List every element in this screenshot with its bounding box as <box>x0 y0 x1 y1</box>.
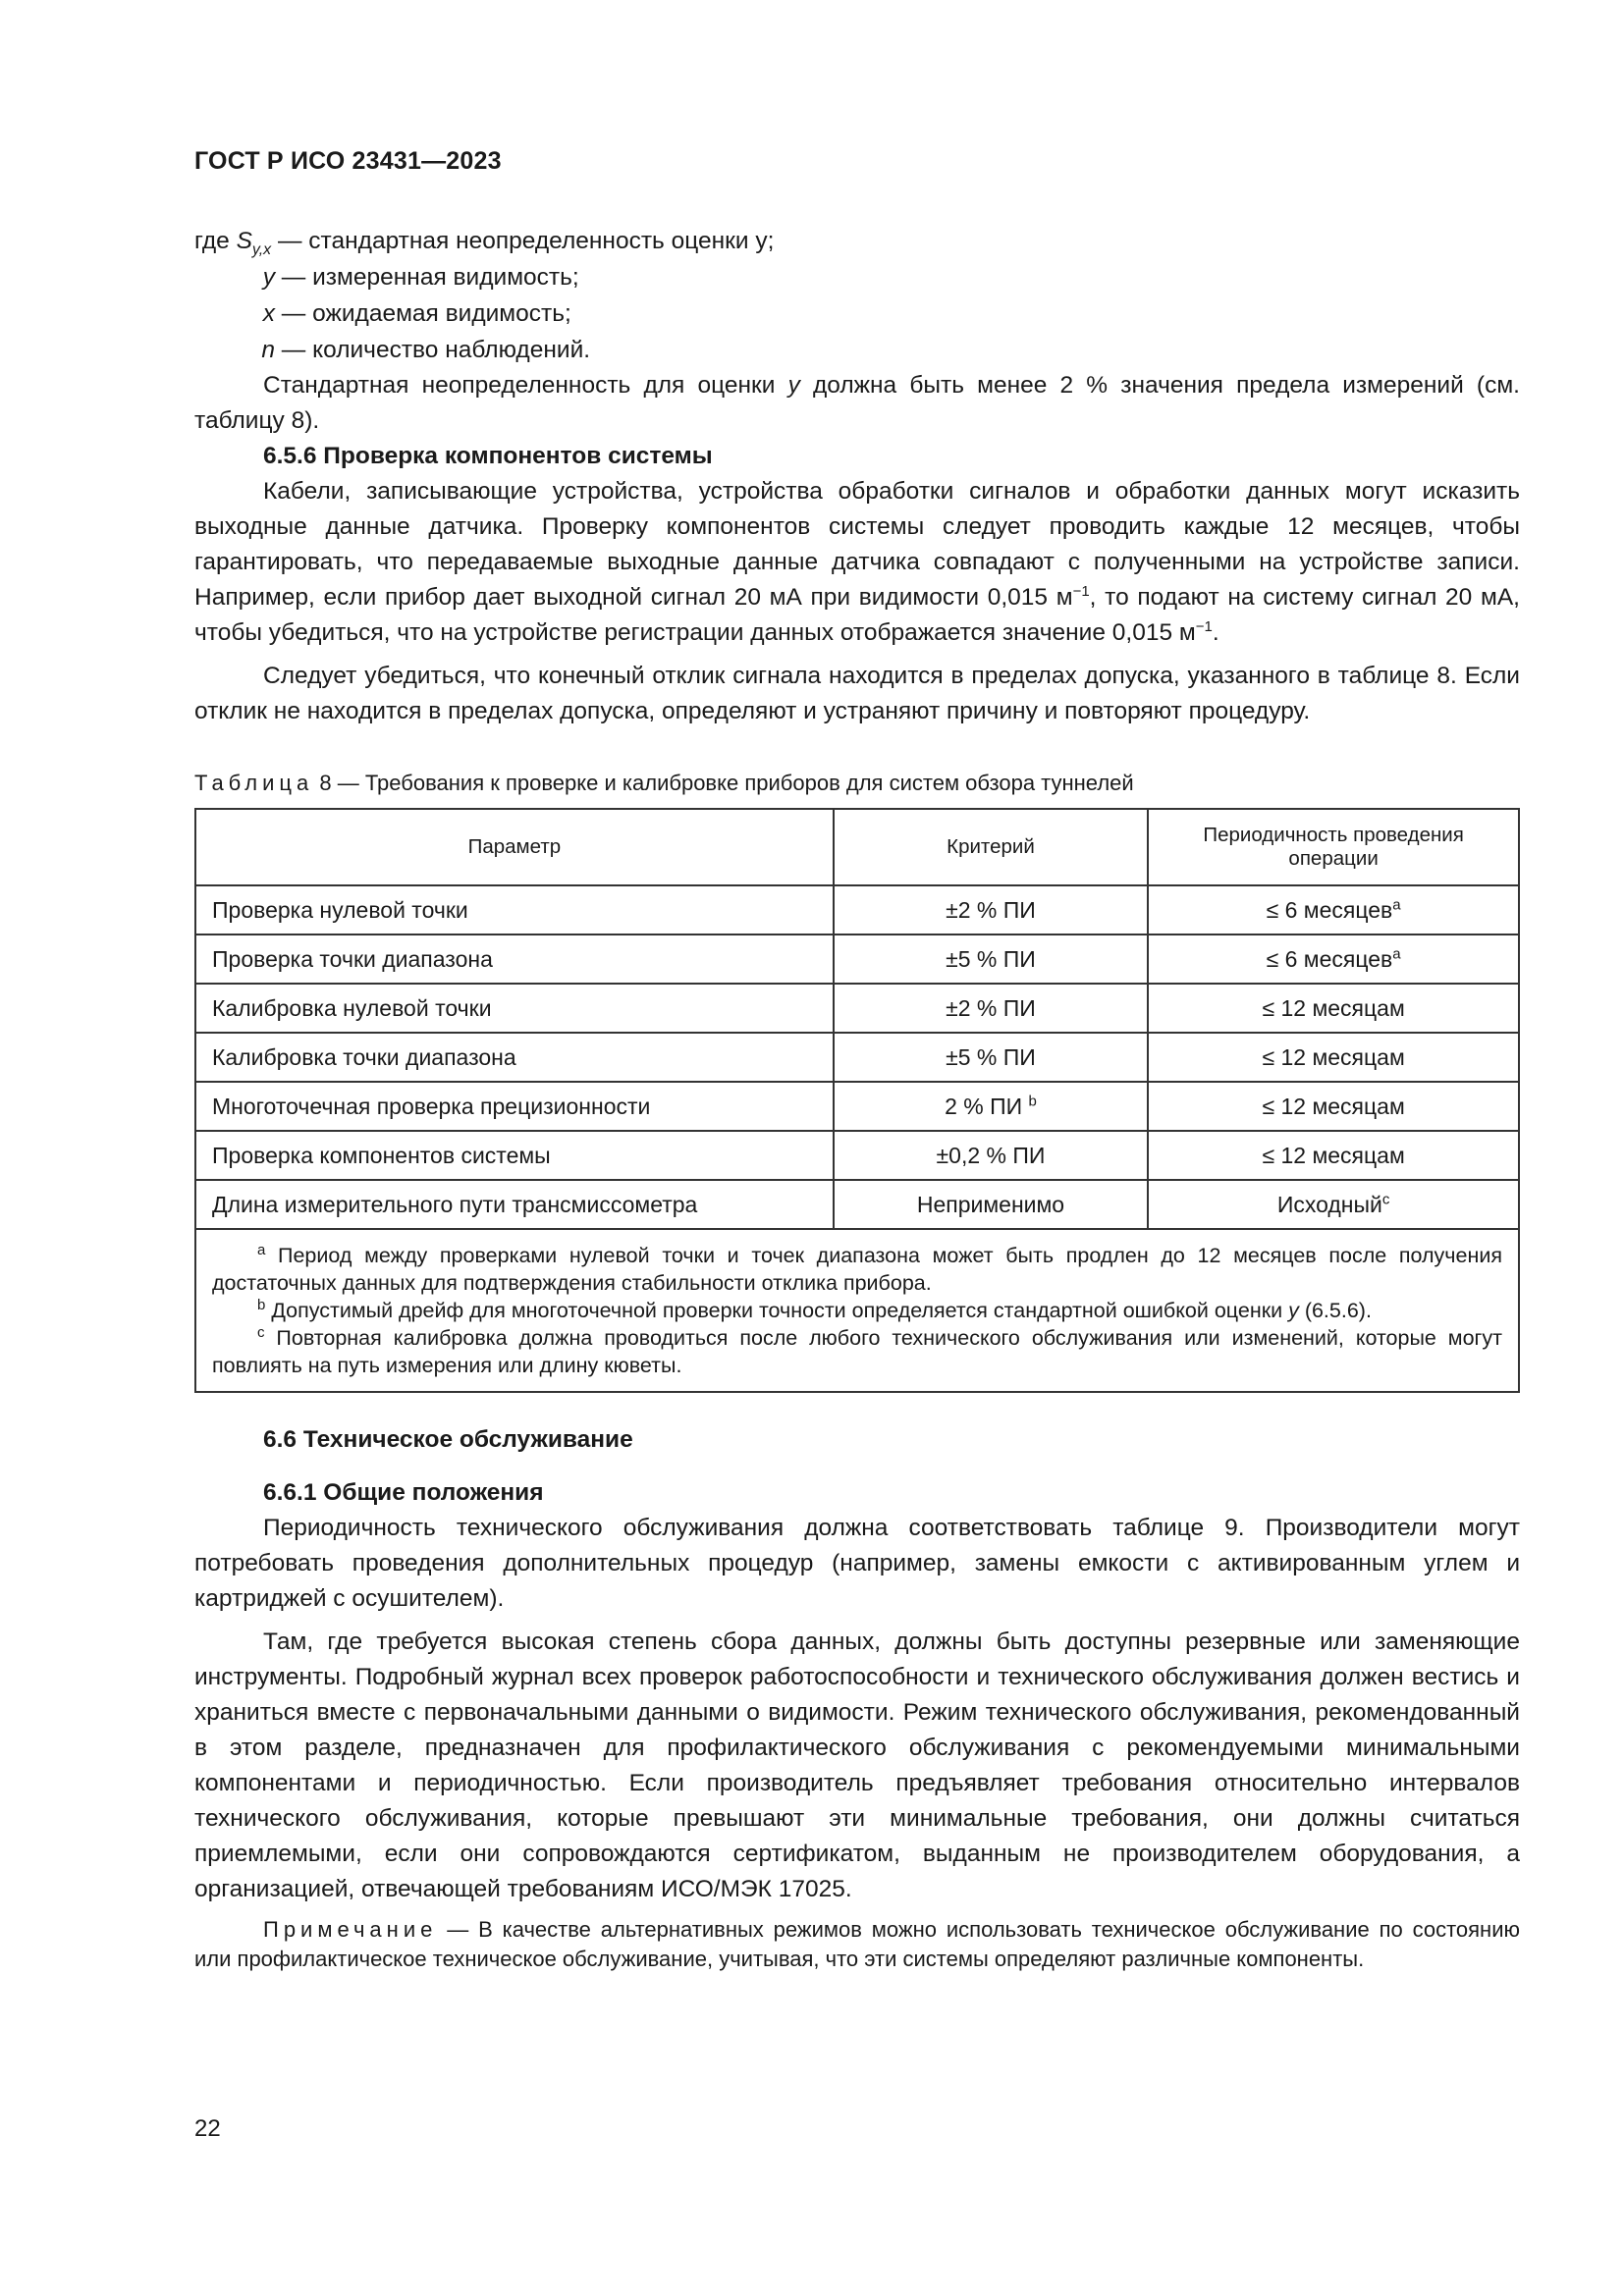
table-caption-word: Таблица <box>194 771 314 795</box>
definition-s <box>194 223 1520 259</box>
note-paragraph <box>194 1915 1520 1974</box>
cell-period <box>1148 1082 1519 1131</box>
section-66-heading: 6.6 Техническое обслуживание <box>263 1426 633 1453</box>
footnote-a-mark: a <box>257 1241 266 1258</box>
cell-parameter: Многоточечная проверка прецизионности <box>195 1082 834 1131</box>
cell-parameter: Проверка нулевой точки <box>195 885 834 934</box>
symbol-definitions <box>194 223 1520 368</box>
document-page <box>194 147 1520 1974</box>
definition-y-text: — измеренная видимость; <box>275 264 579 291</box>
footnote-b-symbol-y: y <box>1288 1299 1299 1322</box>
footnote-b <box>212 1297 1502 1324</box>
section-661-paragraph-2: Там, где требуется высокая степень сбора данных, должны быть доступны резервные или заменяющие инструменты. Подробный журнал всех проверок работоспособности и технического обслуживания должен вестись и храниться вместе с первоначальными данными о видимости. Режим технического обслуживания, рекомендованный в этом разделе, предназначен для профилактического обслуживания с рекомендуемыми минимальными компонентами и периодичностью. Если производитель предъявляет требования относительно интервалов технического обслуживания, которые превышают эти минимальные требования, они должны считаться приемлемыми, если они сопровождаются сертификатом, выданным не производителем оборудования, а организацией, отвечающей требованиям ИСО/МЭК 17025. <box>194 1629 1520 1902</box>
s656-text-c: . <box>1212 619 1219 646</box>
footnote-b-mark: b <box>257 1296 266 1313</box>
note-word: Примечание <box>263 1917 438 1942</box>
footnote-c-text: Повторная калибровка должна проводиться после любого технического обслуживания или изменений, которые могут повлиять на путь измерения или длину кюветы. <box>212 1326 1502 1377</box>
cell-period <box>1148 1033 1519 1082</box>
footnote-b-text-a: Допустимый дрейф для многоточечной проверки точности определяется стандартной ошибкой оценки <box>265 1299 1289 1322</box>
where-word: где <box>194 228 230 254</box>
footnote-a <box>212 1242 1502 1297</box>
cell-period <box>1148 1131 1519 1180</box>
section-656-paragraph-2: Следует убедиться, что конечный отклик сигнала находится в пределах допуска, указанного в таблице 8. Если отклик не находится в пределах допуска, определяют и устраняют причину и повторяют процедуру. <box>194 663 1520 724</box>
footnote-a-text: Период между проверками нулевой точки и точек диапазона может быть продлен до 12 месяцев после получения достаточных данных для подтверждения стабильности отклика прибора. <box>212 1244 1502 1295</box>
table-row <box>195 1180 1519 1229</box>
cell-criterion <box>834 934 1149 984</box>
table-caption-rest: 8 — Требования к проверке и калибровке приборов для систем обзора туннелей <box>313 771 1134 795</box>
table-8 <box>194 808 1520 1393</box>
period-text: ≤ 6 месяцев <box>1266 896 1393 923</box>
period-text: ≤ 6 месяцев <box>1266 945 1393 972</box>
cell-parameter: Проверка компонентов системы <box>195 1131 834 1180</box>
s656-text-b: , то подают на систему сигнал 20 мА, чтобы убедиться, что на устройстве регистрации данных отображается значение 0,015 м <box>194 584 1520 646</box>
column-header-criterion: Критерий <box>834 809 1149 885</box>
period-footnote-mark: c <box>1381 1190 1390 1207</box>
cell-criterion <box>834 1033 1149 1082</box>
column-header-period-text: Периодичность проведения операции <box>1203 824 1464 870</box>
period-text: ≤ 12 месяцам <box>1262 994 1405 1021</box>
cell-parameter: Калибровка нулевой точки <box>195 984 834 1033</box>
cell-criterion <box>834 1131 1149 1180</box>
table-row <box>195 885 1519 934</box>
table-row <box>195 1082 1519 1131</box>
symbol-s-sub: y,x <box>251 240 272 258</box>
period-text: ≤ 12 месяцам <box>1262 1142 1405 1168</box>
definition-s-text: — стандартная неопределенность оценки у; <box>271 228 775 254</box>
cell-period <box>1148 885 1519 934</box>
criterion-text: ±2 % ПИ <box>946 896 1036 923</box>
symbol-s-main: S <box>236 228 252 254</box>
section-661-paragraph-1: Периодичность технического обслуживания должна соответствовать таблице 9. Производители могут потребовать проведения дополнительных процедур (например, замены емкости с активированным углем и картриджей с осушителем). <box>194 1515 1520 1612</box>
table-8-caption <box>194 769 1520 798</box>
table-footnotes-row <box>195 1229 1519 1392</box>
criterion-text: ±2 % ПИ <box>946 994 1036 1021</box>
cell-period <box>1148 934 1519 984</box>
period-footnote-mark: a <box>1392 895 1401 913</box>
section-656-heading: 6.5.6 Проверка компонентов системы <box>263 443 713 469</box>
period-footnote-mark: a <box>1392 944 1401 962</box>
criterion-footnote-mark: b <box>1028 1092 1037 1109</box>
s656-sup-2: −1 <box>1195 617 1213 635</box>
definition-n <box>194 332 1520 368</box>
criterion-text: ±5 % ПИ <box>946 1043 1036 1070</box>
uncertainty-symbol-y: y <box>787 372 800 399</box>
table-row <box>195 984 1519 1033</box>
cell-criterion <box>834 984 1149 1033</box>
table-row <box>195 1033 1519 1082</box>
period-text: ≤ 12 месяцам <box>1262 1093 1405 1119</box>
cell-criterion <box>834 1082 1149 1131</box>
footnote-c <box>212 1324 1502 1379</box>
cell-criterion <box>834 1180 1149 1229</box>
document-header: ГОСТ Р ИСО 23431—2023 <box>194 147 502 175</box>
page-number: 22 <box>194 2115 221 2142</box>
cell-period <box>1148 1180 1519 1229</box>
definition-n-text: — количество наблюдений. <box>275 337 591 363</box>
uncertainty-text-a: Стандартная неопределенность для оценки <box>263 372 788 399</box>
column-header-period <box>1148 809 1519 885</box>
criterion-text: 2 % ПИ <box>945 1093 1029 1119</box>
table-footnotes <box>195 1229 1519 1392</box>
cell-period <box>1148 984 1519 1033</box>
criterion-text: ±5 % ПИ <box>946 945 1036 972</box>
symbol-y: y <box>262 264 275 291</box>
definition-y <box>194 259 1520 295</box>
s656-sup-1: −1 <box>1072 582 1090 600</box>
uncertainty-paragraph <box>194 368 1520 439</box>
period-text: Исходный <box>1276 1191 1382 1217</box>
table-header-row <box>195 809 1519 885</box>
definition-x-text: — ожидаемая видимость; <box>275 300 571 327</box>
period-text: ≤ 12 месяцам <box>1262 1043 1405 1070</box>
table-row <box>195 934 1519 984</box>
symbol-x: x <box>262 300 275 327</box>
s656-text-a: Кабели, записывающие устройства, устройства обработки сигналов и обработки данных могут исказить выходные данные датчика. Проверку компонентов системы следует проводить каждые 12 месяцев, чтобы гарантировать, что передаваемые выходные данные датчика совпадают с полученными на устройстве записи. Например, если прибор дает выходной сигнал 20 мА при видимости 0,015 м <box>194 478 1520 611</box>
cell-parameter: Калибровка точки диапазона <box>195 1033 834 1082</box>
symbol-n: n <box>261 337 275 363</box>
symbol-s <box>236 228 272 258</box>
definition-x <box>194 295 1520 332</box>
footnote-c-mark: c <box>257 1323 265 1341</box>
cell-parameter: Проверка точки диапазона <box>195 934 834 984</box>
footnote-b-text-b: (6.5.6). <box>1298 1299 1372 1322</box>
note-text: — В качестве альтернативных режимов можно использовать техническое обслуживание по состоянию или профилактическое техническое обслуживание, учитывая, что эти системы определяют различные компоненты. <box>194 1917 1520 1971</box>
column-header-parameter: Параметр <box>195 809 834 885</box>
section-656-paragraph-1 <box>194 474 1520 651</box>
section-661-heading: 6.6.1 Общие положения <box>263 1479 544 1506</box>
criterion-text: Неприменимо <box>916 1191 1065 1217</box>
cell-parameter: Длина измерительного пути трансмиссометра <box>195 1180 834 1229</box>
uncertainty-text-b: должна быть менее 2 % значения предела измерений (см. таблицу 8). <box>194 372 1520 434</box>
cell-criterion <box>834 885 1149 934</box>
table-row <box>195 1131 1519 1180</box>
criterion-text: ±0,2 % ПИ <box>936 1142 1046 1168</box>
